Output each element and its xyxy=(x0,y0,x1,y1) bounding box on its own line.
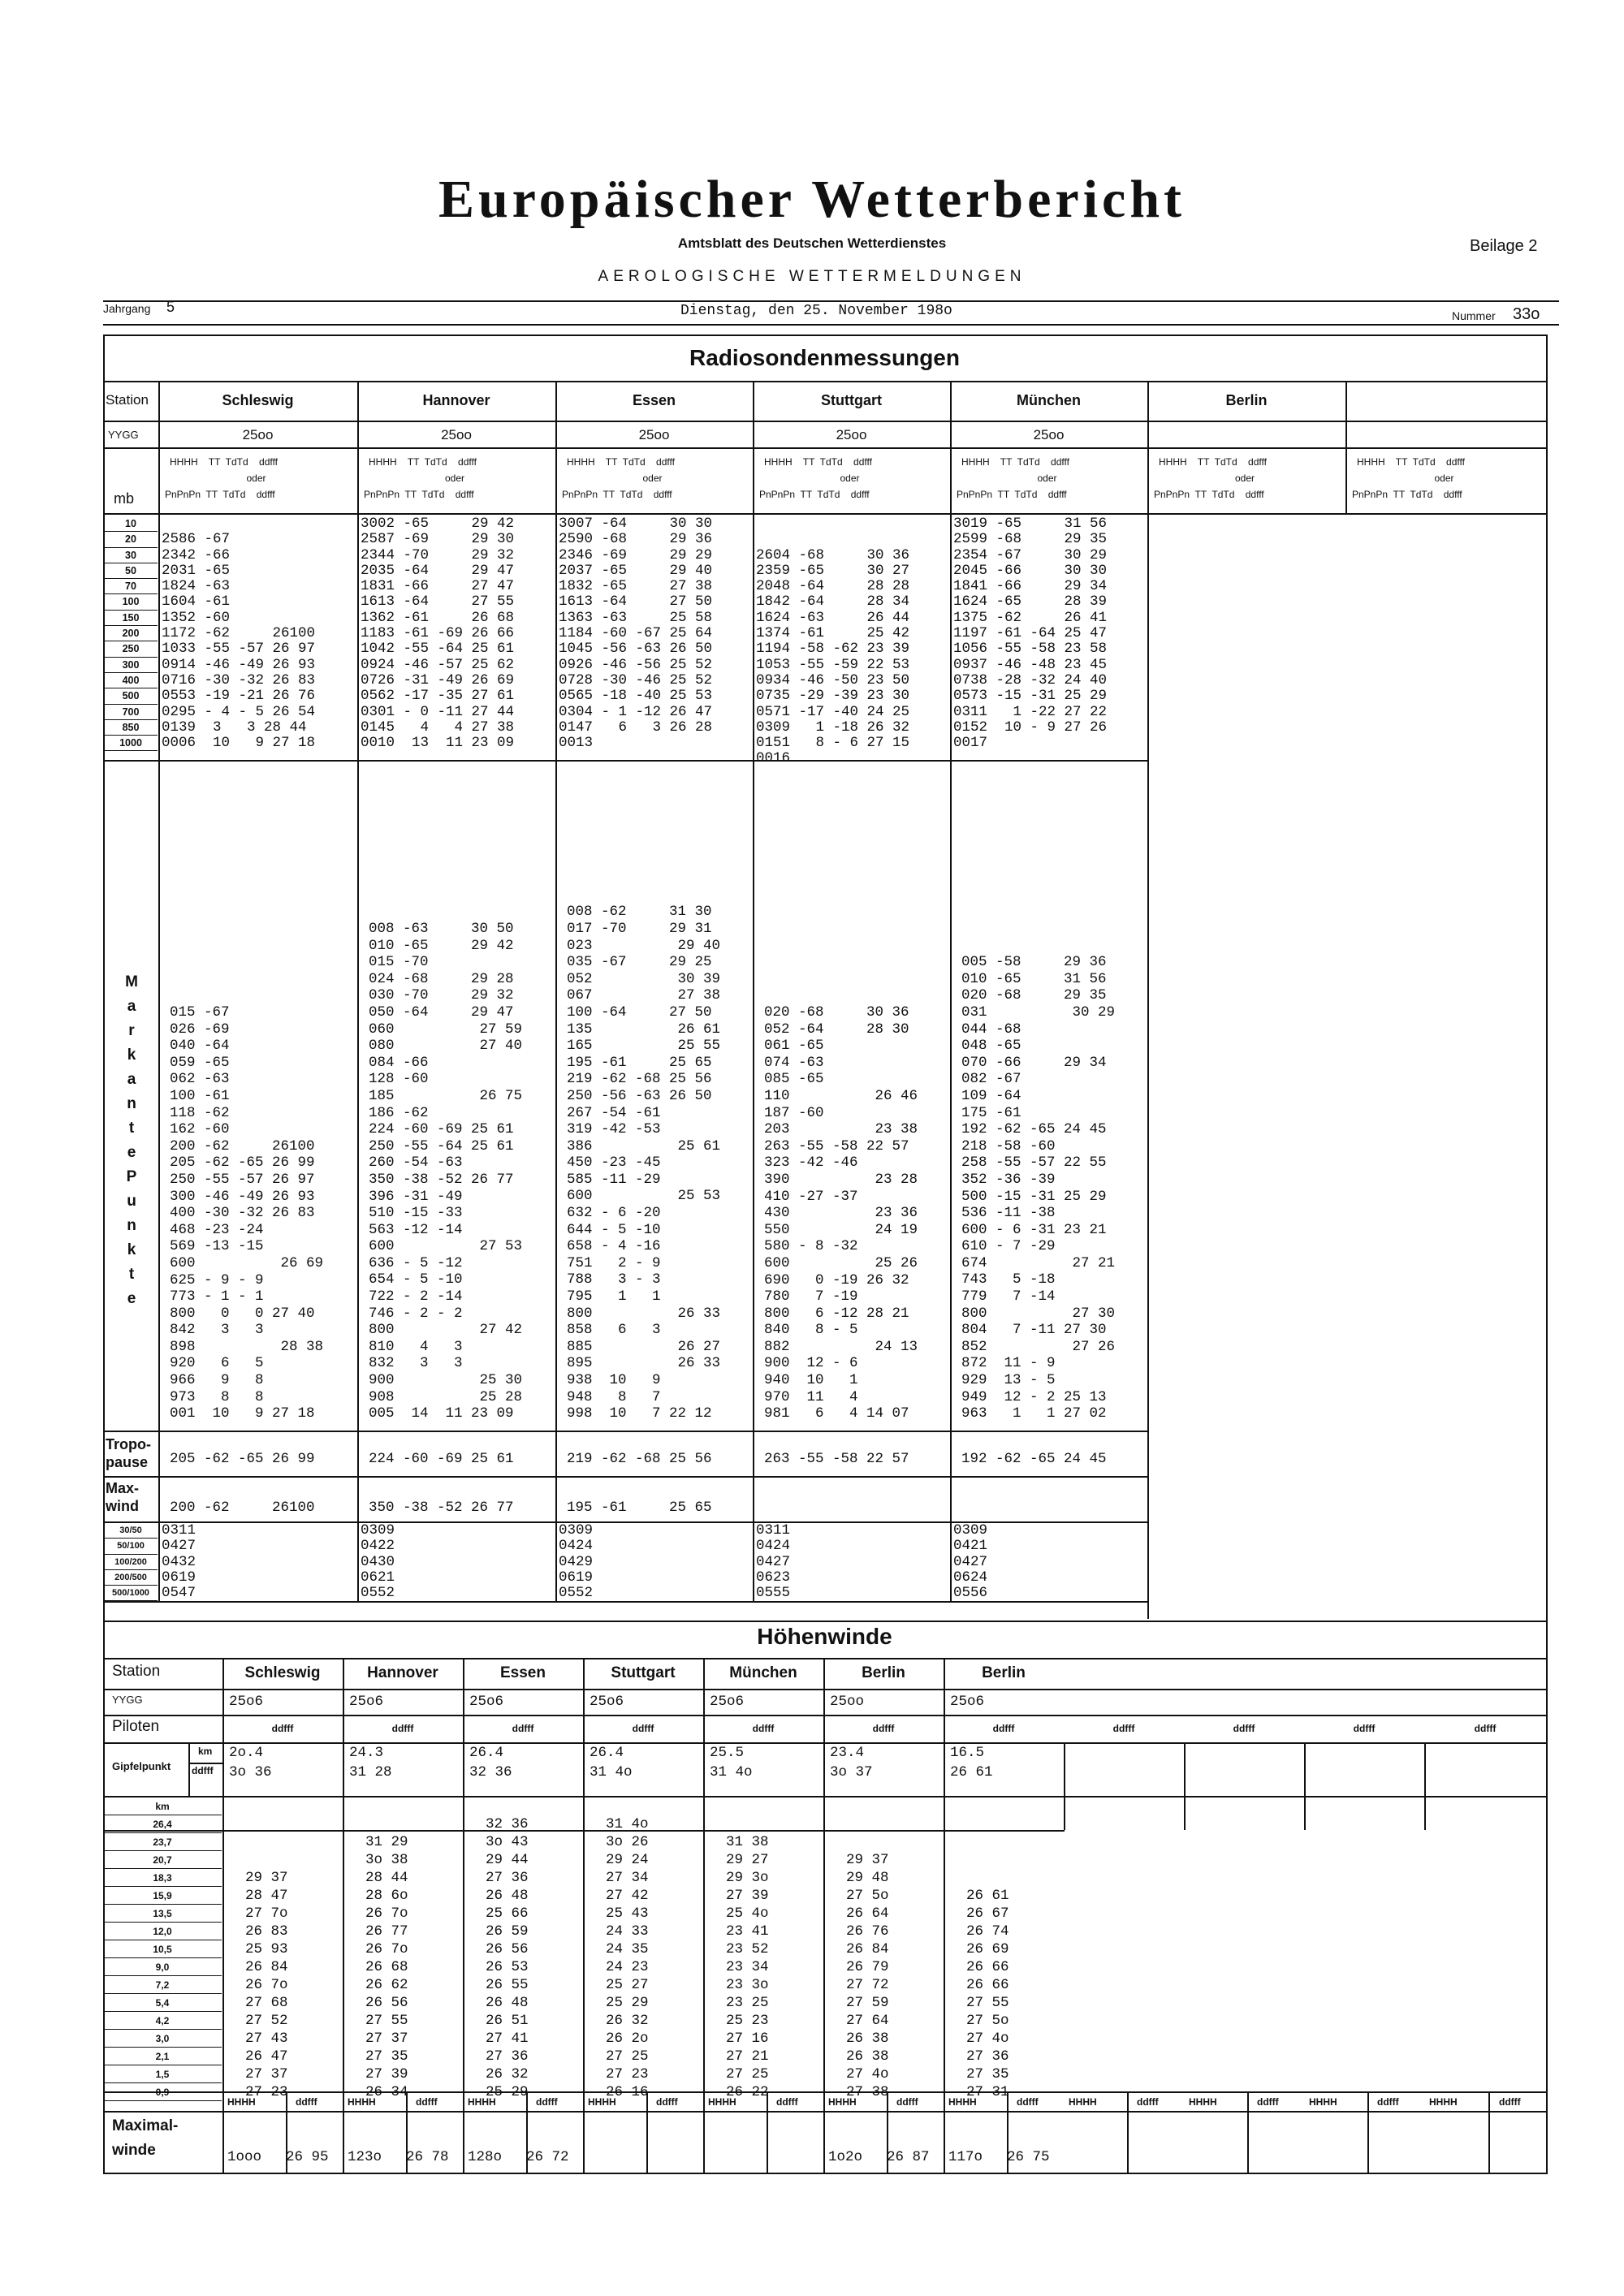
maxwind-hhhh: 117o xyxy=(948,2149,983,2165)
height-level-label: 18,3 xyxy=(103,1869,222,1887)
rule xyxy=(188,1763,222,1764)
rule xyxy=(222,1658,224,2173)
shear-data: 0311 0424 0427 0623 0555 xyxy=(756,1522,791,1602)
mb-level-label: 250 xyxy=(104,641,158,657)
max-hhhh-label: HHHH xyxy=(227,2096,256,2108)
rule xyxy=(1424,1742,1426,1830)
shear-level-label: 30/50 xyxy=(104,1523,158,1539)
rule xyxy=(887,2091,888,2173)
hoehen-station-name: Essen xyxy=(500,1664,546,1681)
station-name: Schleswig xyxy=(222,392,294,408)
station-name: Hannover xyxy=(422,392,490,408)
piloten-ddfff-label: ddfff xyxy=(1233,1723,1255,1734)
rule xyxy=(188,1742,190,1796)
hoehen-yygg-value: 25o6 xyxy=(229,1694,264,1710)
standard-levels-data: 2586 -67 2342 -66 2031 -65 1824 -63 1604 -61 1352 -60 1172 -62 26100 1033 -55 -57 26 97 0914 -46 -49 26 93 0716 -30 -32 26 83 0553 -19 -21 26 76 0295 - 4 - 5 26 54 0139 3 3 28 44 0006 10 9 27 18 xyxy=(162,531,316,752)
height-winds: 29 37 29 48 27 5o 26 64 26 76 26 84 26 79 27 72 27 59 27 64 26 38 26 38 27 4o 27 38 xyxy=(846,1852,889,2100)
gipfel-km-value: 26.4 xyxy=(469,1745,504,1761)
rule xyxy=(406,2091,408,2173)
markante-letter: e xyxy=(127,1144,136,1161)
height-levels xyxy=(103,1798,222,2101)
rule xyxy=(103,1689,1546,1690)
piloten-ddfff-label: ddfff xyxy=(1112,1723,1135,1734)
rule xyxy=(1304,1742,1306,1830)
gipfel-ddfff-label: ddfff xyxy=(192,1765,214,1776)
column-subheader-b: PnPnPn TT TdTd ddfff xyxy=(562,489,672,500)
date-line: Dienstag, den 25. November 198o xyxy=(680,303,952,319)
column-subheader-oder: oder xyxy=(642,473,663,484)
markante-letter: a xyxy=(127,1071,136,1088)
hoehen-yygg-value: 25o6 xyxy=(469,1694,504,1710)
rule xyxy=(286,2091,287,2173)
mb-level-label: 700 xyxy=(104,705,158,720)
column-subheader-a: HHHH TT TdTd ddfff xyxy=(764,456,872,468)
markante-data: 008 -63 30 50 010 -65 29 42 015 -70 024 -68 29 28 030 -70 29 32 050 -64 29 47 060 27 59 080 27 40 084 -66 128 -60 185 26 75 186 -62 224 -60 -69 25 61 250 -55 -64 25 61 260 -54 -63 350 -38 -52 26 77 396 -31 -49 510 -15 -33 563 -12 -14 600 27 53 636 - 5 -12 654 - 5 -10 722 - 2 -14 746 - 2 - 2 800 27 42 810 4 3 832 3 3 900 25 30 908 25 28 005 14 11 23 09 xyxy=(369,921,523,1422)
maxwind-data: 200 -62 26100 xyxy=(170,1500,315,1516)
piloten-ddfff-label: ddfff xyxy=(1474,1723,1497,1734)
shear-data: 0309 0424 0429 0619 0552 xyxy=(559,1522,594,1602)
max-hhhh-label: HHHH xyxy=(1189,2096,1217,2108)
height-winds: 31 38 29 27 29 3o 27 39 25 4o 23 41 23 52 23 34 23 3o 23 25 25 23 27 16 27 21 27 25 26 22 xyxy=(726,1834,769,2100)
header-rule-bottom xyxy=(103,324,1559,326)
rule xyxy=(103,2111,1546,2113)
column-subheader-b: PnPnPn TT TdTd ddfff xyxy=(759,489,870,500)
height-level-label: 15,9 xyxy=(103,1887,222,1905)
rule xyxy=(158,381,160,1601)
shear-level-label: 500/1000 xyxy=(104,1586,158,1601)
max-ddfff-label: ddfff xyxy=(536,2096,558,2108)
maxwind-label: Max- wind xyxy=(106,1480,140,1514)
gipfel-km-value: 2o.4 xyxy=(229,1745,264,1761)
height-level-label: 10,5 xyxy=(103,1940,222,1958)
hoehen-station-name: Hannover xyxy=(367,1664,438,1681)
markante-data: 005 -58 29 36 010 -65 31 56 020 -68 29 35 031 30 29 044 -68 048 -65 070 -66 29 34 082 -67 109 -64 175 -61 192 -62 -65 24 45 218 -58 -60 258 -55 -57 22 55 352 -36 -39 500 -15 -31 25 29 536 -11 -38 600 - 6 -31 23 21 610 - 7 -29 674 27 21 743 5 -18 779 7 -14 800 27 30 804 7 -11 27 30 852 27 26 872 11 - 9 929 13 - 5 949 12 - 2 25 13 963 1 1 27 02 xyxy=(961,954,1116,1422)
height-level-label: 20,7 xyxy=(103,1851,222,1869)
column-subheader-a: HHHH TT TdTd ddfff xyxy=(170,456,278,468)
hoehen-station-name: München xyxy=(729,1664,797,1681)
tropopause-data: 219 -62 -68 25 56 xyxy=(567,1451,712,1467)
page-subtitle: Amtsblatt des Deutschen Wetterdienstes xyxy=(677,235,947,251)
shear-level-label: 200/500 xyxy=(104,1570,158,1586)
height-winds: 26 61 26 67 26 74 26 69 26 66 26 66 27 55 27 5o 27 4o 27 36 27 35 27 31 xyxy=(966,1888,1009,2100)
rule xyxy=(944,1658,945,2173)
mb-level-label: 1000 xyxy=(104,736,158,751)
markante-letter: P xyxy=(126,1168,137,1185)
shear-data: 0309 0422 0430 0621 0552 xyxy=(361,1522,395,1602)
column-subheader-b: PnPnPn TT TdTd ddfff xyxy=(957,489,1067,500)
mb-level-label: 100 xyxy=(104,594,158,610)
max-hhhh-label: HHHH xyxy=(468,2096,496,2108)
rule xyxy=(103,1715,1546,1716)
max-ddfff-label: ddfff xyxy=(416,2096,438,2108)
hoehen-yygg-label: YYGG xyxy=(112,1694,143,1706)
standard-levels-data: 3007 -64 30 30 2590 -68 29 36 2346 -69 29 29 2037 -65 29 40 1832 -65 27 38 1613 -64 27 50 1363 -63 25 58 1184 -60 -67 25 64 1045 -56 -63 26 50 0926 -46 -56 25 52 0728 -30 -46 25 52 0565 -18 -40 25 53 0304 - 1 -12 26 47 0147 6 3 26 28 0013 xyxy=(559,516,713,752)
max-ddfff-label: ddfff xyxy=(1257,2096,1279,2108)
rule xyxy=(583,1658,585,2173)
markante-data: 020 -68 30 36 052 -64 28 30 061 -65 074 -63 085 -65 110 26 46 187 -60 203 23 38 263 -55 -58 22 57 323 -42 -46 390 23 28 410 -27 -37 430 23 36 550 24 19 580 - 8 -32 600 25 26 690 0 -19 26 32 780 7 -19 800 6 -12 28 21 840 8 - 5 882 24 13 900 12 - 6 940 10 1 970 11 4 981 6 4 14 07 xyxy=(764,1004,918,1422)
column-subheader-oder: oder xyxy=(1434,473,1454,484)
beilage-label: Beilage 2 xyxy=(1470,237,1538,255)
maxwind-data: 195 -61 25 65 xyxy=(567,1500,712,1516)
piloten-ddfff-label: ddfff xyxy=(992,1723,1015,1734)
hoehen-station-name: Berlin xyxy=(982,1664,1026,1681)
mb-level-label: 300 xyxy=(104,658,158,673)
rule xyxy=(1367,2091,1369,2173)
tropopause-data: 205 -62 -65 26 99 xyxy=(170,1451,315,1467)
yygg-value: 25oo xyxy=(441,427,472,442)
column-subheader-a: HHHH TT TdTd ddfff xyxy=(1357,456,1465,468)
tropopause-data: 263 -55 -58 22 57 xyxy=(764,1451,909,1467)
max-hhhh-label: HHHH xyxy=(348,2096,376,2108)
rule xyxy=(1345,381,1347,513)
station-label: Station xyxy=(106,392,149,408)
column-subheader-a: HHHH TT TdTd ddfff xyxy=(1159,456,1267,468)
radiosonde-title: Radiosondenmessungen xyxy=(689,345,960,370)
gipfel-km-label: km xyxy=(198,1746,213,1757)
column-subheader-oder: oder xyxy=(1037,473,1057,484)
hoehen-yygg-value: 25o6 xyxy=(590,1694,624,1710)
column-subheader-b: PnPnPn TT TdTd ddfff xyxy=(364,489,474,500)
max-hhhh-label: HHHH xyxy=(1069,2096,1097,2108)
max-ddfff-label: ddfff xyxy=(656,2096,678,2108)
rule xyxy=(103,421,1546,422)
height-level-label: 5,4 xyxy=(103,1994,222,2012)
max-hhhh-label: HHHH xyxy=(588,2096,616,2108)
piloten-ddfff-label: ddfff xyxy=(271,1723,294,1734)
rule xyxy=(1147,381,1149,1619)
max-ddfff-label: ddfff xyxy=(1137,2096,1159,2108)
height-winds: 32 36 3o 43 29 44 27 36 26 48 25 66 26 59 26 56 26 53 26 55 26 48 26 51 27 41 27 36 26 32 25 29 xyxy=(486,1816,529,2100)
shear-level-label: 100/200 xyxy=(104,1555,158,1570)
maxwind-ddfff: 26 78 xyxy=(406,2149,449,2165)
gipfel-km-value: 25.5 xyxy=(710,1745,745,1761)
yygg-label: YYGG xyxy=(108,429,139,441)
piloten-ddfff-label: ddfff xyxy=(1353,1723,1376,1734)
markante-letter: a xyxy=(127,998,136,1015)
rule xyxy=(823,1658,825,2173)
markante-letter: n xyxy=(127,1217,136,1234)
height-level-label: 0,9 xyxy=(103,2083,222,2101)
gipfel-dd-value: 3o 37 xyxy=(830,1764,873,1780)
mb-level-label: 150 xyxy=(104,611,158,626)
maxwind-hhhh: 1ooo xyxy=(227,2149,262,2165)
maxwind-hhhh: 123o xyxy=(348,2149,382,2165)
rule xyxy=(950,381,952,1601)
mb-level-label: 200 xyxy=(104,626,158,641)
mb-level-label: 20 xyxy=(104,532,158,547)
hoehen-station-name: Berlin xyxy=(862,1664,905,1681)
rule xyxy=(357,381,359,1601)
yygg-value: 25oo xyxy=(836,427,867,442)
maximalwinde-label: Maximal- winde xyxy=(112,2117,179,2159)
markante-data: 015 -67 026 -69 040 -64 059 -65 062 -63 100 -61 118 -62 162 -60 200 -62 26100 205 -62 -65 26 99 250 -55 -57 26 97 300 -46 -49 26 93 400 -30 -32 26 83 468 -23 -24 569 -13 -15 600 26 69 625 - 9 - 9 773 - 1 - 1 800 0 0 27 40 842 3 3 898 28 38 920 6 5 966 9 8 973 8 8 001 10 9 27 18 xyxy=(170,1004,324,1422)
height-level-label: 3,0 xyxy=(103,2030,222,2048)
piloten-label: Piloten xyxy=(112,1718,160,1735)
max-ddfff-label: ddfff xyxy=(776,2096,798,2108)
height-level-label: 13,5 xyxy=(103,1905,222,1923)
shear-level-label: 50/100 xyxy=(104,1539,158,1554)
rule xyxy=(1247,2091,1249,2173)
markante-letter: t xyxy=(128,1266,135,1283)
rule xyxy=(343,1658,344,2173)
column-subheader-oder: oder xyxy=(840,473,860,484)
column-subheader-a: HHHH TT TdTd ddfff xyxy=(961,456,1069,468)
height-level-label: km xyxy=(103,1798,222,1815)
height-winds: 29 37 28 47 27 7o 26 83 25 93 26 84 26 7o 27 68 27 52 27 43 26 47 27 37 27 23 xyxy=(245,1870,288,2100)
yygg-value: 25oo xyxy=(638,427,670,442)
mb-level-label: 70 xyxy=(104,579,158,594)
column-subheader-a: HHHH TT TdTd ddfff xyxy=(369,456,477,468)
shear-labels xyxy=(104,1523,158,1601)
height-level-label: 2,1 xyxy=(103,2048,222,2065)
gipfel-dd-value: 32 36 xyxy=(469,1764,512,1780)
column-subheader-b: PnPnPn TT TdTd ddfff xyxy=(1352,489,1462,500)
column-subheader-oder: oder xyxy=(246,473,266,484)
gipfel-dd-value: 3o 36 xyxy=(229,1764,272,1780)
rule xyxy=(753,381,754,1601)
rule xyxy=(1064,1742,1065,1830)
hoehen-station-name: Schleswig xyxy=(244,1664,321,1681)
mb-level-label: 10 xyxy=(104,516,158,532)
gipfel-km-value: 24.3 xyxy=(349,1745,384,1761)
max-ddfff-label: ddfff xyxy=(296,2096,317,2108)
column-subheader-b: PnPnPn TT TdTd ddfff xyxy=(1154,489,1264,500)
column-subheader-oder: oder xyxy=(1235,473,1255,484)
rule xyxy=(103,1521,1147,1523)
hoehen-station-name: Stuttgart xyxy=(611,1664,676,1681)
maxwind-data: 350 -38 -52 26 77 xyxy=(369,1500,514,1516)
station-name: Berlin xyxy=(1225,392,1268,408)
max-hhhh-label: HHHH xyxy=(1309,2096,1337,2108)
rule xyxy=(646,2091,648,2173)
mb-level-label: 400 xyxy=(104,673,158,688)
max-hhhh-label: HHHH xyxy=(828,2096,857,2108)
rule xyxy=(1007,2091,1009,2173)
page-title: Europäischer Wetterbericht xyxy=(438,170,1186,229)
rule xyxy=(103,513,1546,515)
station-name: München xyxy=(1017,392,1081,408)
column-subheader-b: PnPnPn TT TdTd ddfff xyxy=(165,489,275,500)
height-level-label: 1,5 xyxy=(103,2065,222,2083)
section-heading: AEROLOGISCHE WETTERMELDUNGEN xyxy=(598,268,1026,285)
rule xyxy=(555,381,557,1601)
standard-levels-data: 3002 -65 29 42 2587 -69 29 30 2344 -70 29 32 2035 -64 29 47 1831 -66 27 47 1613 -64 27 55 1362 -61 26 68 1183 -61 -69 26 66 1042 -55 -64 25 61 0924 -46 -57 25 62 0726 -31 -49 26 69 0562 -17 -35 27 61 0301 - 0 -11 27 44 0145 4 4 27 38 0010 13 11 23 09 xyxy=(361,516,515,752)
yygg-value: 25oo xyxy=(1033,427,1065,442)
hoehen-station-label: Station xyxy=(112,1663,161,1680)
rule xyxy=(103,381,1546,382)
maxwind-ddfff: 26 95 xyxy=(286,2149,329,2165)
maxwind-ddfff: 26 87 xyxy=(887,2149,930,2165)
max-hhhh-label: HHHH xyxy=(1429,2096,1458,2108)
rule xyxy=(703,1658,705,2173)
height-winds: 31 29 3o 38 28 44 28 6o 26 7o 26 77 26 7o 26 68 26 62 26 56 27 55 27 37 27 35 27 39 26 34 xyxy=(365,1834,408,2100)
height-level-label: 7,2 xyxy=(103,1976,222,1994)
shear-data: 0311 0427 0432 0619 0547 xyxy=(162,1522,197,1602)
piloten-ddfff-label: ddfff xyxy=(391,1723,414,1734)
hoehen-yygg-value: 25oo xyxy=(830,1694,865,1710)
tropopause-data: 224 -60 -69 25 61 xyxy=(369,1451,514,1467)
maxwind-ddfff: 26 75 xyxy=(1007,2149,1050,2165)
height-level-label: 23,7 xyxy=(103,1833,222,1851)
piloten-ddfff-label: ddfff xyxy=(752,1723,775,1734)
hoehen-yygg-value: 25o6 xyxy=(349,1694,384,1710)
station-name: Essen xyxy=(632,392,676,408)
height-winds: 31 4o 3o 26 29 24 27 34 27 42 25 43 24 33 24 35 24 23 25 27 25 29 26 32 26 2o 27 25 27 23 26 16 xyxy=(606,1816,649,2100)
rule xyxy=(767,2091,768,2173)
markante-label xyxy=(115,970,148,1311)
gipfel-km-value: 16.5 xyxy=(950,1745,985,1761)
standard-levels-data: 3019 -65 31 56 2599 -68 29 35 2354 -67 30 29 2045 -66 30 30 1841 -66 29 34 1624 -65 28 39 1375 -62 26 41 1197 -61 -64 25 47 1056 -55 -58 23 58 0937 -46 -48 23 45 0738 -28 -32 24 40 0573 -15 -31 25 29 0311 1 -22 27 22 0152 10 - 9 27 26 0017 xyxy=(953,516,1108,752)
markante-letter: M xyxy=(125,973,138,990)
max-ddfff-label: ddfff xyxy=(1499,2096,1521,2108)
jahrgang-value: 5 xyxy=(166,299,175,315)
rule xyxy=(103,447,1546,449)
maxwind-hhhh: 1o2o xyxy=(828,2149,863,2165)
maxwind-hhhh: 128o xyxy=(468,2149,503,2165)
max-hhhh-label: HHHH xyxy=(948,2096,977,2108)
max-ddfff-label: ddfff xyxy=(1377,2096,1399,2108)
piloten-ddfff-label: ddfff xyxy=(512,1723,534,1734)
rule xyxy=(103,1796,1546,1798)
yygg-value: 25oo xyxy=(242,427,274,442)
mb-levels xyxy=(104,516,158,751)
gipfel-label: Gipfelpunkt xyxy=(112,1760,171,1772)
tropopause-label: Tropo- pause xyxy=(106,1436,151,1470)
column-subheader-a: HHHH TT TdTd ddfff xyxy=(567,456,675,468)
rule xyxy=(103,1742,1546,1744)
mb-level-label: 850 xyxy=(104,720,158,736)
rule xyxy=(526,2091,528,2173)
markante-letter: n xyxy=(127,1095,136,1112)
markante-letter: e xyxy=(127,1290,136,1307)
markante-letter: r xyxy=(128,1022,135,1039)
shear-data: 0309 0421 0427 0624 0556 xyxy=(953,1522,988,1602)
height-level-label: 12,0 xyxy=(103,1923,222,1940)
mb-level-label: 50 xyxy=(104,563,158,579)
rule xyxy=(103,1601,1147,1603)
height-level-label: 9,0 xyxy=(103,1958,222,1976)
mb-label: mb xyxy=(114,490,135,507)
nummer-label: Nummer xyxy=(1452,309,1496,322)
standard-levels-data: 2604 -68 30 36 2359 -65 30 27 2048 -64 28 28 1842 -64 28 34 1624 -63 26 44 1374 -61 25 42 1194 -58 -62 23 39 1053 -55 -59 22 53 0934 -46 -50 23 50 0735 -29 -39 23 30 0571 -17 -40 24 25 0309 1 -18 26 32 0151 8 - 6 27 15 0016 xyxy=(756,546,910,767)
piloten-ddfff-label: ddfff xyxy=(632,1723,654,1734)
gipfel-km-value: 23.4 xyxy=(830,1745,865,1761)
mb-level-label: 30 xyxy=(104,548,158,563)
gipfel-dd-value: 26 61 xyxy=(950,1764,993,1780)
gipfel-dd-value: 31 28 xyxy=(349,1764,392,1780)
rule xyxy=(463,1658,464,2173)
tropopause-data: 192 -62 -65 24 45 xyxy=(961,1451,1107,1467)
markante-data: 008 -62 31 30 017 -70 29 31 023 29 40 035 -67 29 25 052 30 39 067 27 38 100 -64 27 50 135 26 61 165 25 55 195 -61 25 65 219 -62 -68 25 56 250 -56 -63 26 50 267 -54 -61 319 -42 -53 386 25 61 450 -23 -45 585 -11 -29 600 25 53 632 - 6 -20 644 - 5 -10 658 - 4 -16 751 2 - 9 788 3 - 3 795 1 1 800 26 33 858 6 3 885 26 27 895 26 33 938 10 9 948 8 7 998 10 7 22 12 xyxy=(567,904,721,1422)
column-subheader-oder: oder xyxy=(445,473,465,484)
rule xyxy=(1127,2091,1129,2173)
piloten-ddfff-label: ddfff xyxy=(872,1723,895,1734)
rule xyxy=(103,1431,1147,1432)
maxwind-ddfff: 26 72 xyxy=(526,2149,569,2165)
rule xyxy=(1184,1742,1186,1830)
rule xyxy=(103,1476,1147,1478)
markante-letter: k xyxy=(127,1047,136,1064)
mb-level-label: 500 xyxy=(104,688,158,704)
markante-letter: u xyxy=(127,1193,136,1210)
height-level-label: 4,2 xyxy=(103,2012,222,2030)
gipfel-dd-value: 31 4o xyxy=(590,1764,633,1780)
rule xyxy=(103,2091,1546,2093)
height-level-label: 26,4 xyxy=(103,1815,222,1833)
markante-letter: k xyxy=(127,1241,136,1258)
hoehen-yygg-value: 25o6 xyxy=(710,1694,745,1710)
markante-letter: t xyxy=(128,1120,135,1137)
header-rule-top xyxy=(103,300,1559,302)
max-ddfff-label: ddfff xyxy=(1017,2096,1039,2108)
rule xyxy=(1488,2091,1490,2173)
hoehen-yygg-value: 25o6 xyxy=(950,1694,985,1710)
station-name: Stuttgart xyxy=(821,392,882,408)
max-ddfff-label: ddfff xyxy=(896,2096,918,2108)
hoehen-title: Höhenwinde xyxy=(757,1624,892,1649)
gipfel-km-value: 26.4 xyxy=(590,1745,624,1761)
max-hhhh-label: HHHH xyxy=(708,2096,736,2108)
nummer-value: 33o xyxy=(1513,305,1540,323)
jahrgang-label: Jahrgang xyxy=(103,302,151,315)
gipfel-dd-value: 31 4o xyxy=(710,1764,753,1780)
rule xyxy=(103,760,1147,762)
